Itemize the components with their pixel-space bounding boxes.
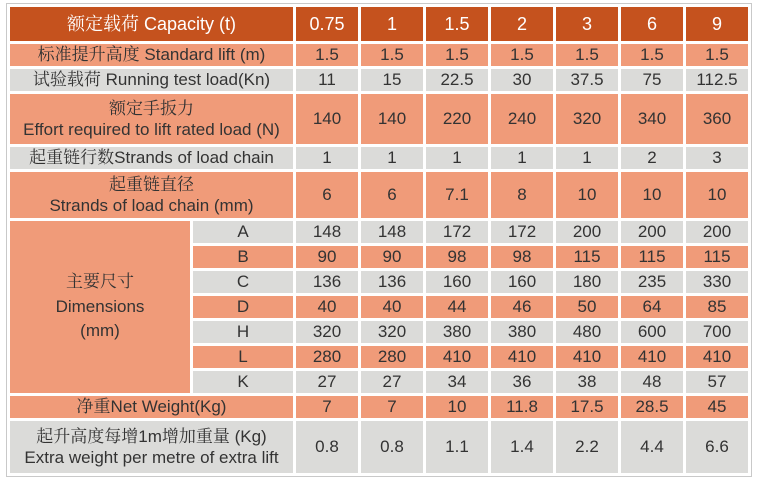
row-extra-weight-label-en: Extra weight per metre of extra lift [24,448,279,467]
dim-A-value: 200 [621,221,683,243]
dim-A-value: 172 [426,221,488,243]
dim-B-value: 98 [426,246,488,268]
capacity-value: 0.75 [296,7,358,41]
extra-weight-value: 1.1 [426,421,488,473]
dim-D-value: 50 [556,296,618,318]
capacity-value: 2 [491,7,553,41]
test-load-value: 30 [491,69,553,91]
row-extra-weight [10,421,748,473]
dim-K-value: 48 [621,371,683,393]
dimensions-label-zh: 主要尺寸 [66,272,134,292]
dim-B-value: 90 [296,246,358,268]
dim-L-value: 410 [621,346,683,368]
dim-B-value: 115 [621,246,683,268]
row-effort-label-zh: 额定手扳力 [109,98,194,118]
dim-A-value: 148 [361,221,423,243]
dim-D-value: 44 [426,296,488,318]
test-load-value: 11 [296,69,358,91]
test-load-value: 75 [621,69,683,91]
chain-diameter-value: 7.1 [426,172,488,218]
dim-key-D: D [193,296,293,318]
strands-value: 1 [361,147,423,169]
capacity-value: 9 [686,7,748,41]
dim-key-H: H [193,321,293,343]
dim-A-value: 148 [296,221,358,243]
dim-C-value: 160 [491,271,553,293]
effort-value: 140 [361,94,423,144]
test-load-value: 112.5 [686,69,748,91]
capacity-value: 1.5 [426,7,488,41]
strands-value: 1 [296,147,358,169]
strands-value: 1 [426,147,488,169]
effort-value: 320 [556,94,618,144]
dim-L-value: 410 [556,346,618,368]
row-capacity [10,7,748,41]
dim-D-value: 46 [491,296,553,318]
standard-lift-value: 1.5 [426,44,488,66]
row-chain-diameter-label-en: Strands of load chain (mm) [49,196,254,215]
row-test-load [10,69,748,91]
dim-H-value: 480 [556,321,618,343]
row-test-load-label: 试验载荷 Running test load(Kn) [10,69,293,91]
test-load-value: 22.5 [426,69,488,91]
dim-K-value: 57 [686,371,748,393]
row-extra-weight-label-zh: 起升高度每增1m增加重量 (Kg) [36,426,267,446]
row-chain-diameter-label-zh: 起重链直径 [109,174,194,194]
row-extra-weight-label [10,421,293,473]
row-net-weight [10,396,748,418]
strands-value: 2 [621,147,683,169]
dim-A-value: 200 [686,221,748,243]
spec-table [7,4,751,476]
dim-H-value: 320 [361,321,423,343]
standard-lift-value: 1.5 [556,44,618,66]
dim-L-value: 280 [361,346,423,368]
row-strands [10,147,748,169]
effort-value: 140 [296,94,358,144]
net-weight-value: 45 [686,396,748,418]
dim-D-value: 40 [296,296,358,318]
effort-value: 360 [686,94,748,144]
dim-D-value: 85 [686,296,748,318]
dim-K-value: 34 [426,371,488,393]
dimensions-group-label [10,221,190,393]
standard-lift-value: 1.5 [686,44,748,66]
extra-weight-value: 2.2 [556,421,618,473]
dim-C-value: 235 [621,271,683,293]
chain-diameter-value: 10 [621,172,683,218]
dim-H-value: 320 [296,321,358,343]
row-strands-label: 起重链行数Strands of load chain [10,147,293,169]
net-weight-value: 11.8 [491,396,553,418]
dim-H-value: 380 [491,321,553,343]
dim-B-value: 115 [686,246,748,268]
chain-diameter-value: 6 [361,172,423,218]
dim-K-value: 36 [491,371,553,393]
capacity-value: 6 [621,7,683,41]
chain-diameter-value: 8 [491,172,553,218]
dim-key-C: C [193,271,293,293]
standard-lift-value: 1.5 [621,44,683,66]
dim-B-value: 115 [556,246,618,268]
dim-C-value: 136 [296,271,358,293]
extra-weight-value: 6.6 [686,421,748,473]
dim-C-value: 136 [361,271,423,293]
capacity-value: 1 [361,7,423,41]
dim-key-A: A [193,221,293,243]
row-chain-diameter-label [10,172,293,218]
strands-value: 1 [491,147,553,169]
row-effort-label [10,94,293,144]
effort-value: 240 [491,94,553,144]
dim-B-value: 98 [491,246,553,268]
dim-K-value: 27 [361,371,423,393]
net-weight-value: 10 [426,396,488,418]
dimensions-label-unit: (mm) [80,321,120,341]
dim-K-value: 38 [556,371,618,393]
dim-C-value: 330 [686,271,748,293]
net-weight-value: 7 [296,396,358,418]
test-load-value: 37.5 [556,69,618,91]
chain-diameter-value: 10 [556,172,618,218]
dim-K-value: 27 [296,371,358,393]
strands-value: 3 [686,147,748,169]
chain-diameter-value: 10 [686,172,748,218]
dim-H-value: 700 [686,321,748,343]
dim-H-value: 380 [426,321,488,343]
dim-A-value: 172 [491,221,553,243]
row-dim-A [10,221,748,243]
dim-C-value: 160 [426,271,488,293]
dim-C-value: 180 [556,271,618,293]
dim-L-value: 410 [686,346,748,368]
dimensions-label-en: Dimensions [55,296,145,316]
dim-D-value: 64 [621,296,683,318]
standard-lift-value: 1.5 [296,44,358,66]
net-weight-value: 7 [361,396,423,418]
row-effort [10,94,748,144]
effort-value: 340 [621,94,683,144]
dim-L-value: 410 [491,346,553,368]
row-chain-diameter [10,172,748,218]
chain-diameter-value: 6 [296,172,358,218]
dim-D-value: 40 [361,296,423,318]
dim-L-value: 280 [296,346,358,368]
net-weight-value: 17.5 [556,396,618,418]
strands-value: 1 [556,147,618,169]
standard-lift-value: 1.5 [491,44,553,66]
dim-B-value: 90 [361,246,423,268]
extra-weight-value: 0.8 [296,421,358,473]
dim-key-B: B [193,246,293,268]
extra-weight-value: 4.4 [621,421,683,473]
standard-lift-value: 1.5 [361,44,423,66]
test-load-value: 15 [361,69,423,91]
dim-H-value: 600 [621,321,683,343]
row-effort-label-en: Effort required to lift rated load (N) [23,120,280,139]
dim-key-K: K [193,371,293,393]
dim-L-value: 410 [426,346,488,368]
effort-value: 220 [426,94,488,144]
row-net-weight-label: 净重Net Weight(Kg) [10,396,293,418]
extra-weight-value: 0.8 [361,421,423,473]
row-standard-lift [10,44,748,66]
dim-A-value: 200 [556,221,618,243]
capacity-value: 3 [556,7,618,41]
row-capacity-label: 额定载荷 Capacity (t) [10,7,293,41]
net-weight-value: 28.5 [621,396,683,418]
extra-weight-value: 1.4 [491,421,553,473]
row-standard-lift-label: 标准提升高度 Standard lift (m) [10,44,293,66]
dim-key-L: L [193,346,293,368]
